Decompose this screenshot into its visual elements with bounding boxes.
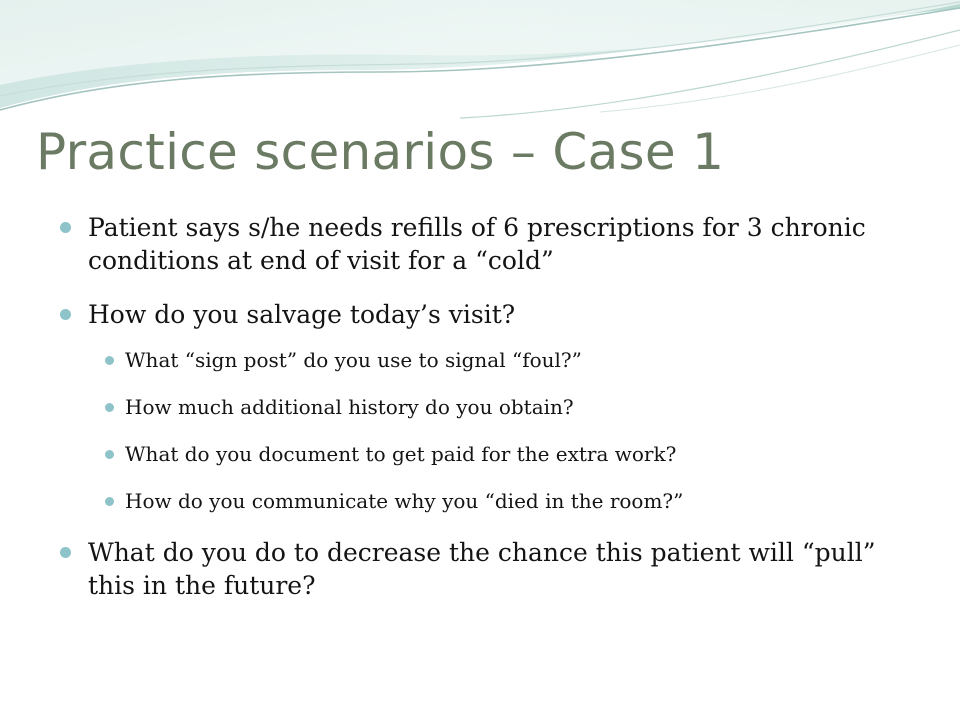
bullet-item-future (60, 536, 920, 602)
bullet-dot-icon (60, 222, 71, 233)
bullet-text: What do you do to decrease the chance this patient will “pull” this in the future? (88, 538, 876, 600)
sub-bullet-dot-icon (105, 403, 114, 412)
bullet-dot-icon (60, 547, 71, 558)
slide-title: Practice scenarios – Case 1 (36, 123, 725, 181)
decorative-wave-header (0, 0, 960, 130)
sub-bullet-dot-icon (105, 356, 114, 365)
bullet-item-refills (60, 211, 920, 277)
sub-bullet-dot-icon (105, 450, 114, 459)
bullet-dot-icon (60, 309, 71, 320)
sub-bullet-text: What “sign post” do you use to signal “foul?” (125, 348, 582, 372)
bullet-list-container (60, 211, 920, 623)
bullet-text: How do you salvage today’s visit? (88, 300, 516, 329)
sub-bullet-text: How do you communicate why you “died in the room?” (125, 489, 684, 513)
sub-bullet-text: What do you document to get paid for the extra work? (125, 442, 677, 466)
sub-bullet-list (60, 346, 920, 515)
sub-bullet-item-history (60, 393, 920, 421)
sub-bullet-item-document (60, 440, 920, 468)
sub-bullet-dot-icon (105, 497, 114, 506)
bullet-text: Patient says s/he needs refills of 6 prescriptions for 3 chronic conditions at end of visit for a “cold” (88, 213, 866, 275)
bullet-list (60, 211, 920, 602)
sub-bullet-item-sign-post (60, 346, 920, 374)
sub-bullet-item-communicate (60, 487, 920, 515)
sub-bullet-text: How much additional history do you obtain? (125, 395, 574, 419)
bullet-item-salvage-visit (60, 298, 920, 515)
